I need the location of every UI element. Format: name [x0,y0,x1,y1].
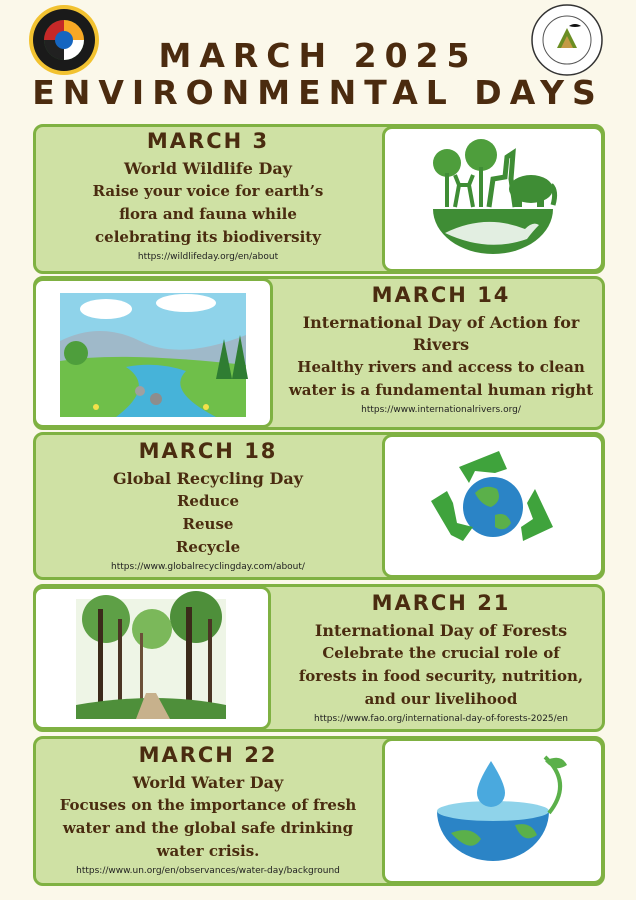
event-date: MARCH 21 [371,591,511,615]
page-title-line2: ENVIRONMENTAL DAYS [32,73,604,112]
event-link[interactable]: https://www.un.org/en/observances/water-day/background [76,866,340,876]
forest-image [33,586,271,730]
wildlife-silhouette-icon [382,126,604,272]
event-desc-line: Raise your voice for earth’s [92,182,324,200]
recycle-globe-icon [382,434,604,578]
event-desc-line: water is a fundamental human right [288,381,594,399]
event-desc-line: water crisis. [156,842,260,860]
event-desc-line: Healthy rivers and access to clean [297,358,585,376]
event-link[interactable]: https://www.internationalrivers.org/ [361,405,521,415]
event-name: World Wildlife Day [124,159,292,178]
event-desc-line: Focuses on the importance of fresh [59,796,357,814]
event-name-line: International Day of Action for [302,313,580,332]
event-desc-line: forests in food security, nutrition, [298,667,584,685]
event-desc-line: Celebrate the crucial role of [322,644,560,662]
event-desc-line: flora and fauna while [119,205,297,223]
event-date: MARCH 22 [138,743,278,767]
water-drop-globe-icon [382,738,604,884]
event-desc-line: water and the global safe drinking [62,819,354,837]
event-desc-line: Reuse [182,515,234,533]
event-date: MARCH 18 [138,439,278,463]
event-name-line: Rivers [412,335,470,354]
event-text-march-22 [36,742,380,878]
event-date: MARCH 14 [371,283,511,307]
event-text-march-21 [275,590,607,726]
event-text-march-18 [36,438,380,574]
event-desc-line: celebrating its biodiversity [95,228,321,246]
event-date: MARCH 3 [146,129,270,153]
event-name: World Water Day [132,773,284,792]
event-link[interactable]: https://www.globalrecyclingday.com/about/ [111,562,305,572]
event-desc-line: Reduce [176,492,240,510]
page-title-line1: MARCH 2025 [158,36,478,75]
event-name: International Day of Forests [314,621,568,640]
event-desc-line: Recycle [175,538,241,556]
event-name: Global Recycling Day [113,469,303,488]
river-landscape-image [33,278,273,428]
event-text-march-3 [36,128,380,264]
event-desc-line: and our livelihood [364,690,518,708]
event-text-march-14 [275,282,607,417]
event-link[interactable]: https://wildlifeday.org/en/about [137,252,279,262]
event-link[interactable]: https://www.fao.org/international-day-of-forests-2025/en [314,714,568,724]
